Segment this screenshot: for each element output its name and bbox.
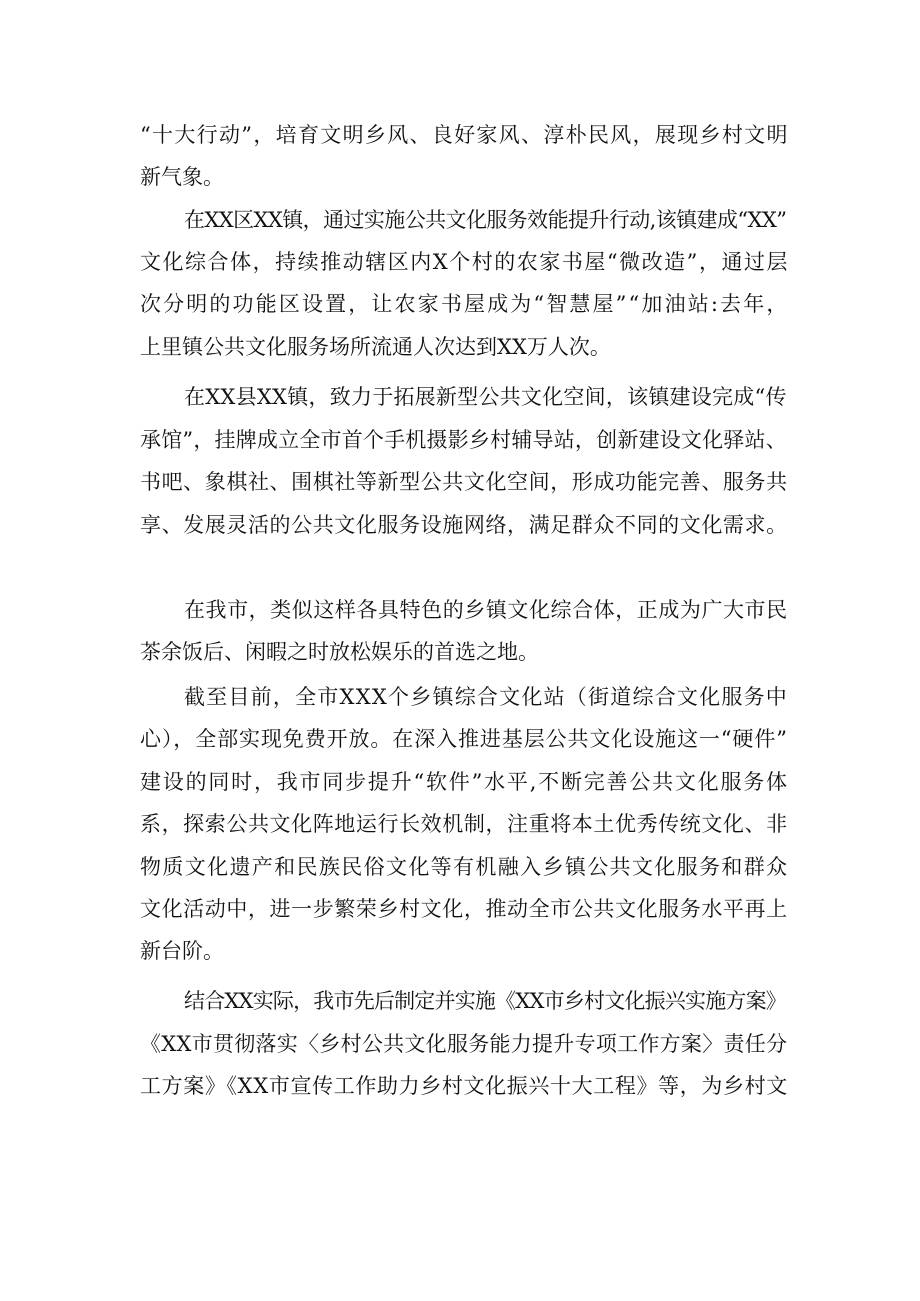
paragraph-line: 建设的同时，我市同步提升“软件”水平,不断完善公共文化服务体 — [140, 770, 789, 794]
paragraph-line: 在XX区XX镇，通过实施公共文化服务效能提升行动,该镇建成“XX” — [184, 208, 787, 232]
paragraph-line: 工方案》《XX市宣传工作助力乡村文化振兴十大工程》等，为乡村文 — [140, 1074, 788, 1098]
paragraph-line: 在我市，类似这样各具特色的乡镇文化综合体，正成为广大市民 — [184, 598, 788, 622]
paragraph-line: 物质文化遗产和民族民俗文化等有机融入乡镇公共文化服务和群众 — [140, 855, 789, 879]
paragraph-line: “十大行动”，培育文明乡风、良好家风、淳朴民风，展现乡村文明 — [140, 123, 789, 147]
paragraph-line: 上里镇公共文化服务场所流通人次达到XX万人次。 — [140, 335, 611, 359]
paragraph-line: 茶余饭后、闲暇之时放松娱乐的首选之地。 — [140, 640, 539, 664]
paragraph-line: 文化综合体，持续推动辖区内X个村的农家书屋“微改造”，通过层 — [140, 250, 790, 274]
paragraph-line: 享、发展灵活的公共文化服务设施网络，满足群众不同的文化需求。 — [140, 513, 788, 537]
paragraph-line: 结合XX实际，我市先后制定并实施《XX市乡村文化振兴实施方案》 — [184, 989, 786, 1013]
paragraph-line: 《XX市贯彻落实〈乡村公共文化服务能力提升专项工作方案〉责任分 — [140, 1032, 788, 1056]
paragraph-line: 文化活动中，进一步繁荣乡村文化，推动全市公共文化服务水平再上 — [140, 897, 788, 921]
paragraph-line: 新台阶。 — [140, 939, 224, 963]
paragraph-line: 次分明的功能区设置，让农家书屋成为“智慧屋”“加油站:去年， — [140, 292, 790, 316]
paragraph-line: 新气象。 — [140, 165, 224, 189]
paragraph-line: 在XX县XX镇，致力于拓展新型公共文化空间，该镇建设完成“传 — [184, 385, 787, 409]
paragraph-line: 系，探索公共文化阵地运行长效机制，注重将本土优秀传统文化、非 — [140, 812, 788, 836]
paragraph-line: 截至目前，全市XXX个乡镇综合文化站（街道综合文化服务中 — [184, 685, 789, 709]
paragraph-line: 承馆”，挂牌成立全市首个手机摄影乡村辅导站，创新建设文化驿站、 — [140, 428, 787, 452]
paragraph-line: 心），全部实现免费开放。在深入推进基层公共文化设施这一“硬件” — [140, 727, 788, 751]
paragraph-line: 书吧、象棋社、围棋社等新型公共文化空间，形成功能完善、服务共 — [140, 470, 788, 494]
